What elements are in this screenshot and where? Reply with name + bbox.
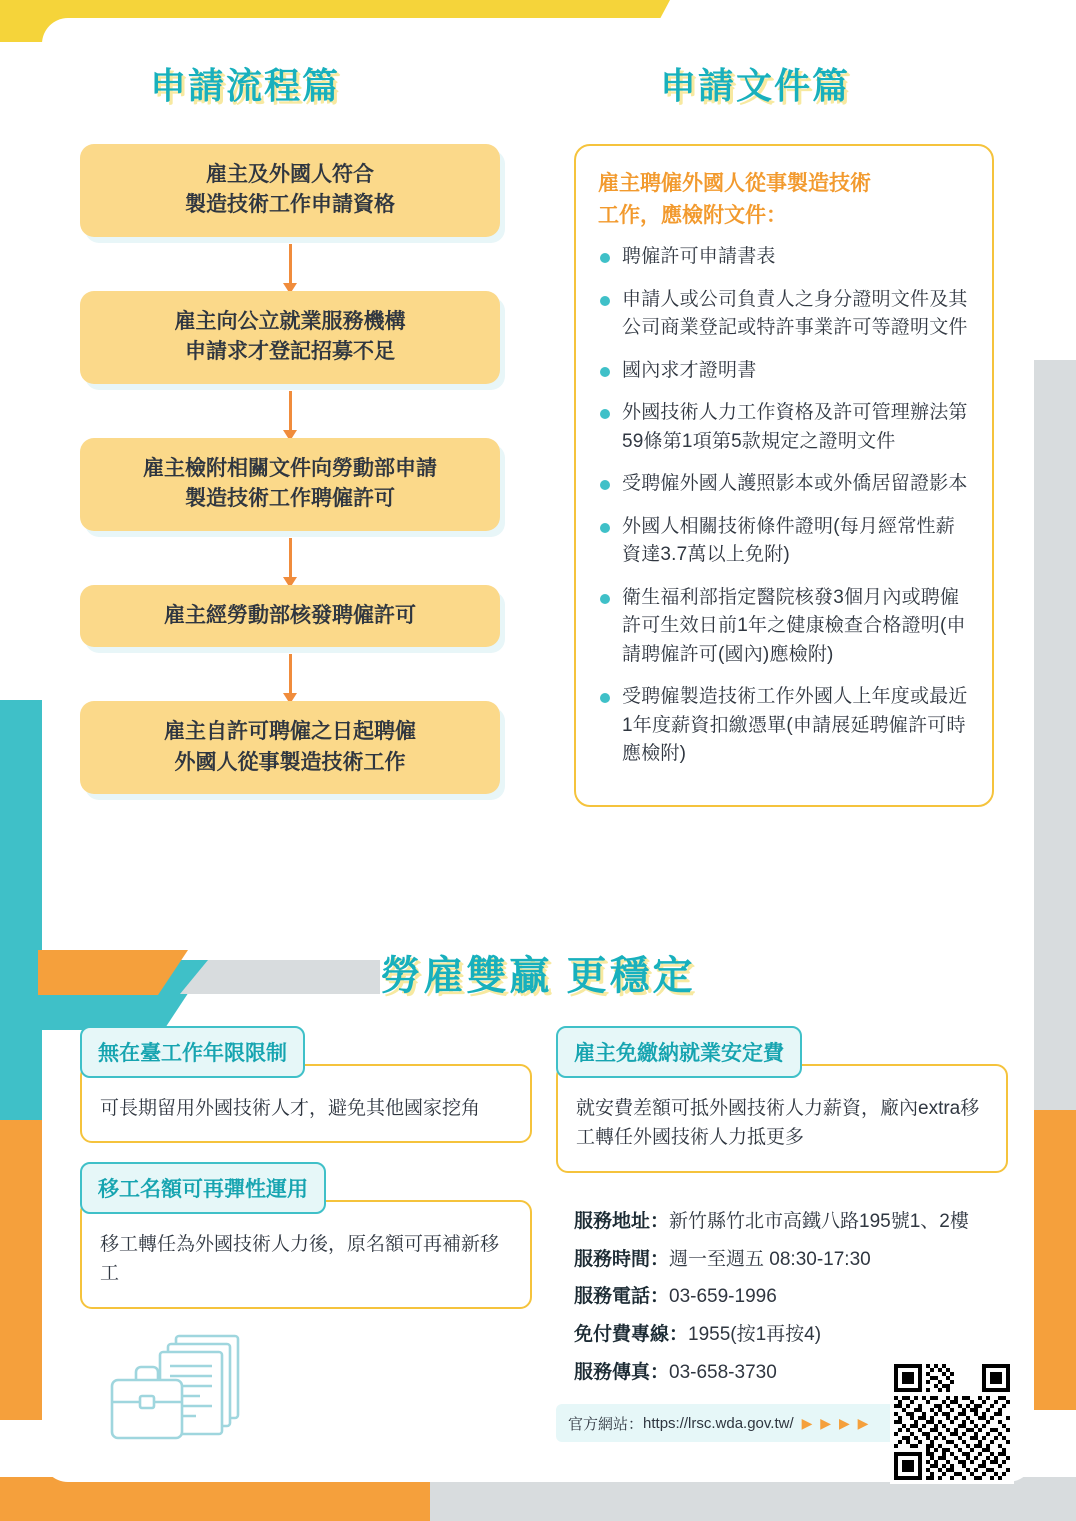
contact-hotline [574, 1323, 1004, 1348]
decor-left-orange-bar [0, 1120, 46, 1420]
flow-arrow-2 [80, 384, 500, 438]
contact-hours-value: 週一至週五 08:30-17:30 [669, 1248, 871, 1270]
benefit-body-3: 移工轉任為外國技術人力後，原名額可再補新移工 [80, 1200, 532, 1309]
page-title-flow: 申請流程篇 [150, 65, 341, 106]
banner-title: 勞雇雙贏 更穩定 [380, 954, 696, 998]
list-item: 衛生福利部指定醫院核發3個月內或聘僱許可生效日前1年之健康檢查合格證明(申請聘僱許可(國內)應檢附) [598, 584, 972, 670]
flow-chart [80, 144, 500, 794]
benefit-head-3: 移工名額可再彈性運用 [80, 1162, 326, 1214]
flow-arrow-3 [80, 531, 500, 585]
contact-phone-value: 03-659-1996 [669, 1286, 777, 1308]
page-title-docs: 申請文件篇 [660, 65, 851, 106]
benefit-card-2 [556, 1026, 1008, 1173]
arrow-icons: ▶ ▶ ▶ ▶ [801, 1414, 871, 1431]
benefit-head-2: 雇主免繳納就業安定費 [556, 1026, 802, 1078]
benefit-card-3 [80, 1162, 532, 1309]
benefit-card-1 [80, 1026, 532, 1143]
contact-address [574, 1210, 1004, 1235]
benefit-head-1: 無在臺工作年限限制 [80, 1026, 305, 1078]
qr-code[interactable] [890, 1360, 1014, 1484]
contact-hotline-value: 1955(按1再按4) [688, 1324, 822, 1346]
website-url[interactable]: https://lrsc.wda.gov.tw/ [643, 1414, 794, 1432]
contact-fax-value: 03-658-3730 [669, 1361, 777, 1383]
website-bar[interactable] [556, 1404, 896, 1442]
documents-panel [574, 144, 994, 807]
flow-step-1: 雇主及外國人符合 製造技術工作申請資格 [80, 144, 500, 237]
flow-step-4: 雇主經勞動部核發聘僱許可 [80, 585, 500, 647]
flow-step-3: 雇主檢附相關文件向勞動部申請 製造技術工作聘僱許可 [80, 438, 500, 531]
website-label: 官方網站： [568, 1415, 644, 1433]
contact-hotline-label: 免付費專線： [574, 1324, 689, 1346]
contact-hours [574, 1248, 1004, 1273]
flow-step-5: 雇主自許可聘僱之日起聘僱 外國人從事製造技術工作 [80, 701, 500, 794]
documents-title: 雇主聘僱外國人從事製造技術 工作，應檢附文件： [598, 172, 871, 227]
decor-right-grey-bar [1034, 360, 1076, 1160]
contact-phone [574, 1285, 1004, 1310]
list-item: 申請人或公司負責人之身分證明文件及其公司商業登記或特許事業許可等證明文件 [598, 286, 972, 343]
flow-arrow-1 [80, 237, 500, 291]
list-item: 外國技術人力工作資格及許可管理辦法第59條第1項第5款規定之證明文件 [598, 399, 972, 456]
list-item: 受聘僱外國人護照影本或外僑居留證影本 [598, 470, 972, 499]
briefcase-icon [98, 1330, 288, 1460]
list-item: 外國人相關技術條件證明(每月經常性薪資達3.7萬以上免附) [598, 513, 972, 570]
banner [0, 944, 1076, 1001]
list-item: 受聘僱製造技術工作外國人上年度或最近1年度薪資扣繳憑單(申請展延聘僱許可時應檢附) [598, 683, 972, 769]
benefit-body-1: 可長期留用外國技術人才，避免其他國家挖角 [80, 1064, 532, 1143]
contact-hours-label: 服務時間： [574, 1248, 670, 1270]
flow-arrow-4 [80, 647, 500, 701]
qr-code-icon [894, 1364, 1010, 1480]
list-item: 聘僱許可申請書表 [598, 243, 972, 272]
contact-address-value: 新竹縣竹北市高鐵八路195號1、2樓 [669, 1211, 969, 1232]
contact-address-label: 服務地址： [574, 1211, 670, 1232]
benefit-body-2: 就安費差額可抵外國技術人力薪資，廠內extra移工轉任外國技術人力抵更多 [556, 1064, 1008, 1173]
documents-list [598, 243, 972, 769]
briefcase-documents-illustration [98, 1330, 288, 1460]
flow-step-2: 雇主向公立就業服務機構 申請求才登記招募不足 [80, 291, 500, 384]
decor-left-teal-bar [0, 700, 46, 1130]
list-item: 國內求才證明書 [598, 357, 972, 386]
contact-phone-label: 服務電話： [574, 1286, 670, 1308]
contact-fax-label: 服務傳真： [574, 1361, 670, 1383]
